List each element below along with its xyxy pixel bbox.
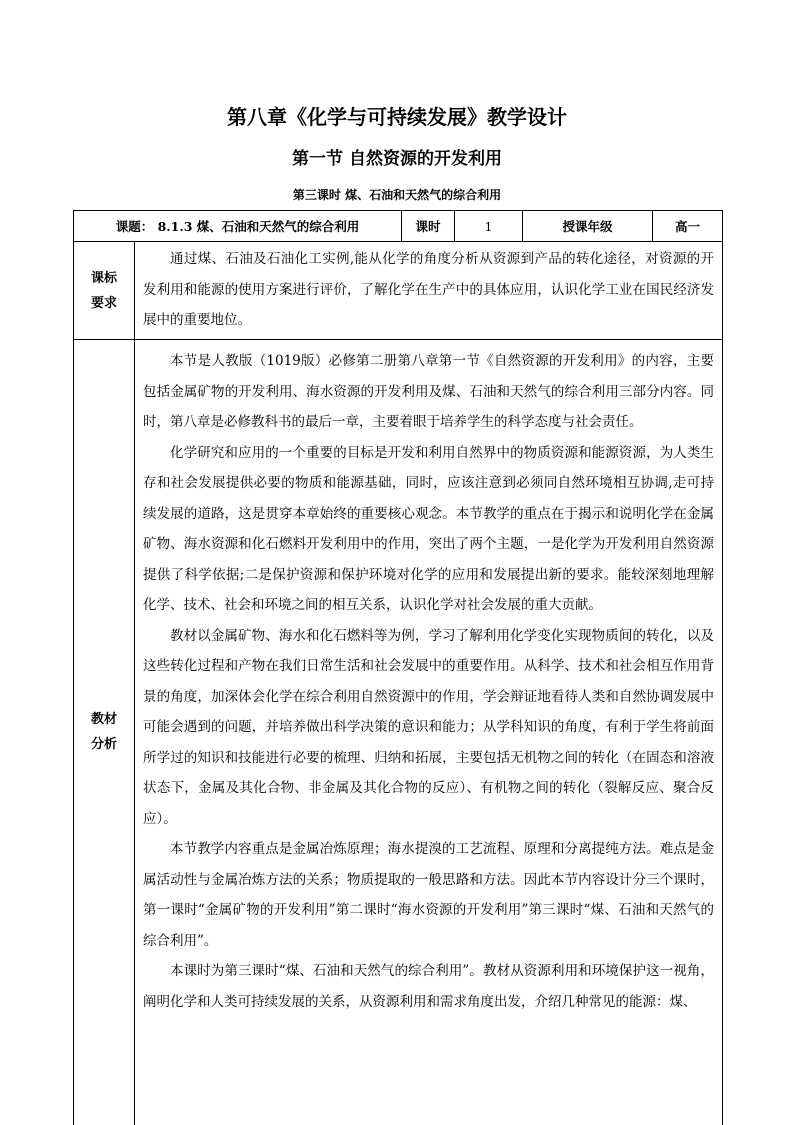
analysis-paragraph: 本节教学内容重点是金属冶炼原理；海水提溴的工艺流程、原理和分离提纯方法。难点是金属活动性与金属冶炼方法的关系；物质提取的一般思路和方法。因此本节内容设计分三个课时，第一课时“金属矿物的开发利用”第二课时“海水资源的开发利用”第三课时“煤、石油和天然气的综合利用”。 bbox=[143, 841, 714, 949]
document-title: 第八章《化学与可持续发展》教学设计 bbox=[227, 105, 567, 129]
analysis-paragraph: 教材以金属矿物、海水和化石燃料等为例，学习了解利用化学变化实现物质间的转化，以及这些转化过程和产物在我们日常生活和社会发展中的重要作用。从科学、技术和社会相互作用背景的角度，加深体会化学在综合利用自然资源中的作用，学会辩证地看待人类和自然协调发展中可能会遇到的问题，并培养做出科学决策的意识和能力；从学科知识的角度，有利于学生将前面所学过的知识和技能进行必要的梳理、归纳和拓展，主要包括无机物之间的转化（在固态和溶液状态下，金属及其化合物、非金属及其化合物的反应）、有机物之间的转化（裂解反应、聚合反应）。 bbox=[143, 627, 714, 827]
lesson-heading: 第三课时 煤、石油和天然气的综合利用 bbox=[292, 188, 502, 202]
lesson-plan-table bbox=[73, 210, 723, 1125]
analysis-label-line1: 教材 bbox=[90, 712, 117, 728]
curriculum-row bbox=[74, 242, 723, 340]
curriculum-text: 通过煤、石油及石油化工实例,能从化学的角度分析从资源到产品的转化途径，对资源的开发利用和能源的使用方案进行评价，了解化学在生产中的具体应用，认识化学工业在国民经济发展中的重要地位。 bbox=[143, 251, 714, 328]
curriculum-label-line2: 要求 bbox=[90, 295, 117, 311]
curriculum-label bbox=[74, 242, 135, 340]
analysis-paragraph: 本节是人教版（1019版）必修第二册第八章第一节《自然资源的开发利用》的内容，主要包括金属矿物的开发利用、海水资源的开发利用及煤、石油和天然气的综合利用三部分内容。同时，第八章是必修教科书的最后一章，主要着眼于培养学生的科学态度与社会责任。 bbox=[143, 353, 714, 430]
grade-label: 授课年级 bbox=[523, 211, 653, 242]
analysis-row bbox=[74, 340, 723, 1125]
analysis-paragraph: 本课时为第三课时“煤、石油和天然气的综合利用”。教材从资源利用和环境保护这一视角，阐明化学和人类可持续发展的关系，从资源利用和需求角度出发，介绍几种常见的能源：煤、 bbox=[143, 963, 714, 1010]
header-row bbox=[74, 211, 723, 242]
topic-label: 课题： bbox=[115, 219, 154, 234]
period-value: 1 bbox=[455, 211, 523, 242]
curriculum-content bbox=[135, 242, 723, 340]
section-subtitle: 第一节 自然资源的开发利用 bbox=[292, 149, 502, 169]
analysis-content bbox=[135, 340, 723, 1125]
grade-value: 高一 bbox=[653, 211, 723, 242]
analysis-paragraph: 化学研究和应用的一个重要的目标是开发和利用自然界中的物质资源和能源资源，为人类生存和社会发展提供必要的物质和能源基础，同时，应该注意到必须同自然环境相互协调,走可持续发展的道路，这是贯穿本章始终的重要核心观念。本节教学的重点在于揭示和说明化学在金属矿物、海水资源和化石燃料开发利用中的作用，突出了两个主题，一是化学为开发利用自然资源提供了科学依据;二是保护资源和保护环境对化学的应用和发展提出新的要求。能较深刻地理解化学、技术、社会和环境之间的相互关系，认识化学对社会发展的重大贡献。 bbox=[143, 444, 714, 613]
topic-value: 8.1.3 煤、石油和天然气的综合利用 bbox=[157, 219, 360, 234]
period-label: 课时 bbox=[402, 211, 455, 242]
analysis-label-line2: 分析 bbox=[90, 737, 117, 753]
analysis-label bbox=[74, 340, 135, 1125]
curriculum-label-line1: 课标 bbox=[90, 270, 117, 286]
topic-cell bbox=[74, 211, 402, 242]
